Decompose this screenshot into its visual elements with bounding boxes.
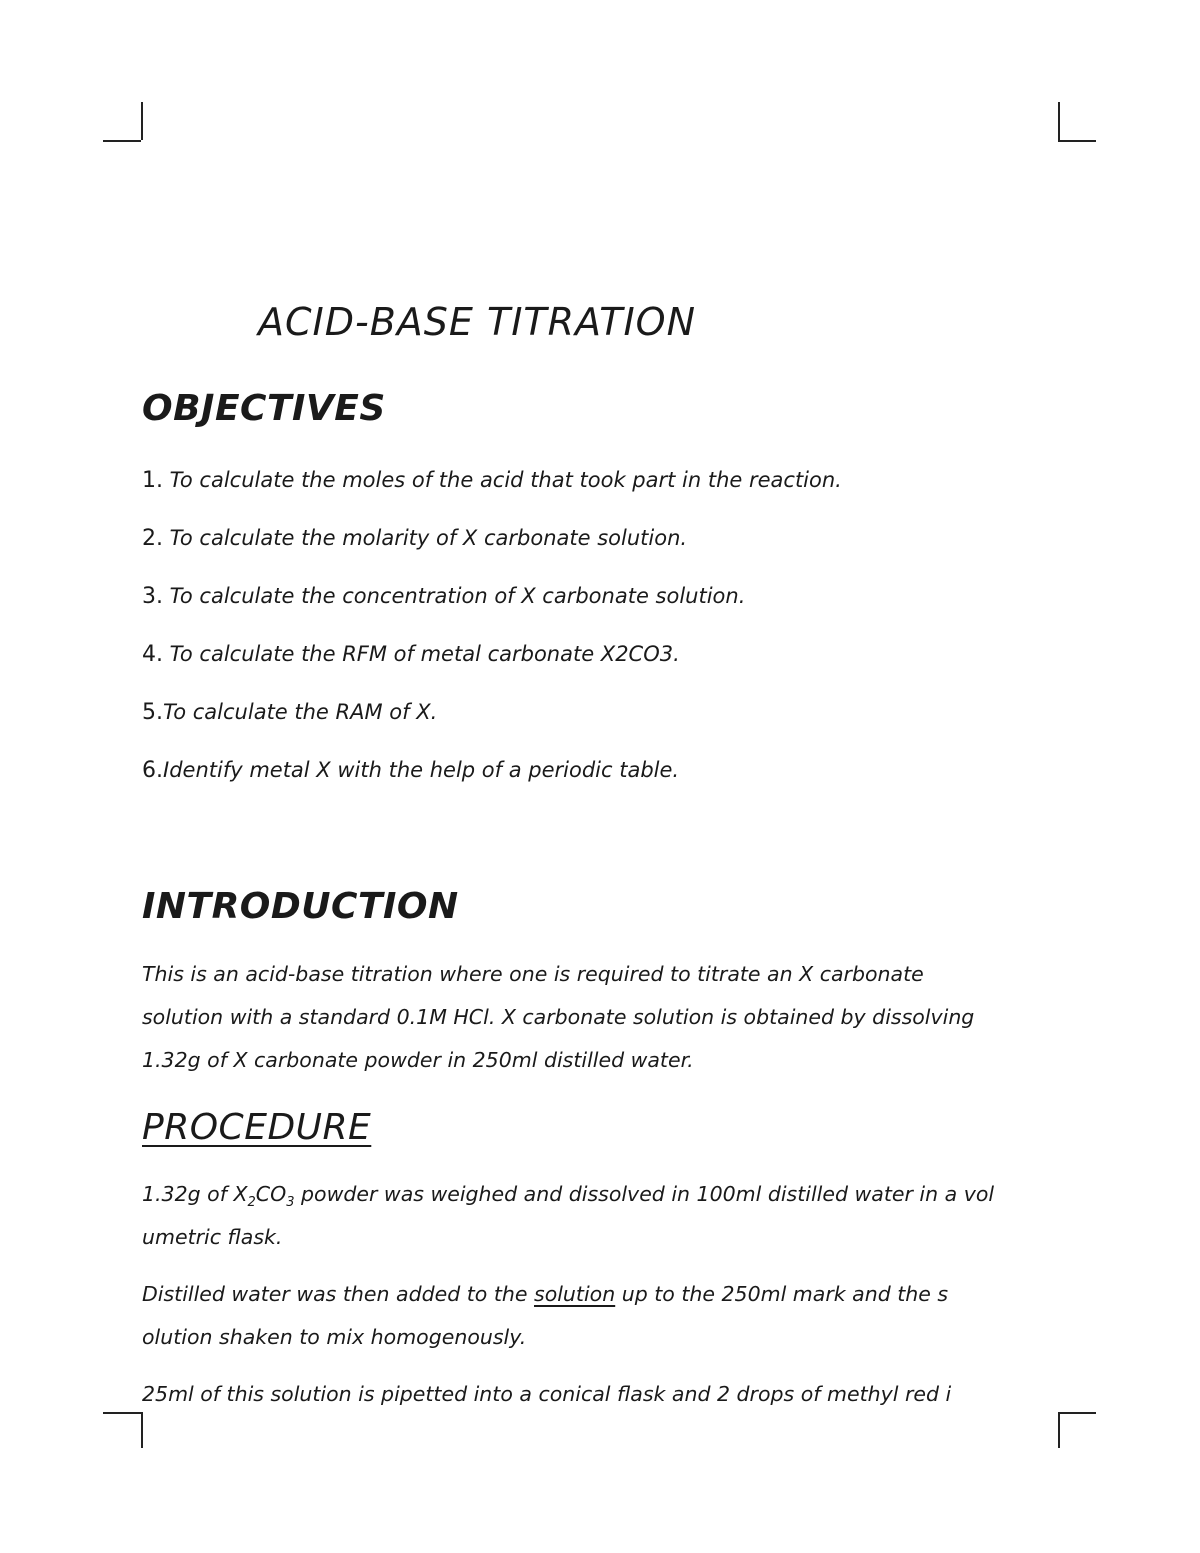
objective-text: To calculate the moles of the acid that took part in the reaction. bbox=[163, 468, 842, 492]
introduction-line: 1.32g of X carbonate powder in 250ml distilled water. bbox=[142, 1048, 694, 1072]
objective-item bbox=[142, 518, 842, 576]
objective-number: 4. bbox=[142, 642, 163, 667]
crop-mark-top-left bbox=[103, 140, 141, 142]
crop-mark-top-right bbox=[1058, 102, 1060, 140]
procedure-text: CO bbox=[255, 1182, 287, 1206]
objective-item bbox=[142, 634, 842, 692]
procedure-text: 1.32g of X bbox=[142, 1182, 248, 1206]
objective-number: 5. bbox=[142, 700, 163, 725]
introduction-line: solution with a standard 0.1M HCl. X carbonate solution is obtained by dissolving bbox=[142, 1005, 975, 1029]
crop-mark-bottom-right bbox=[1058, 1412, 1096, 1414]
objective-item bbox=[142, 750, 842, 808]
subscript: 3 bbox=[286, 1195, 295, 1211]
procedure-line bbox=[142, 1173, 1054, 1216]
crop-mark-bottom-right bbox=[1058, 1412, 1060, 1448]
objective-text: To calculate the RFM of metal carbonate X2CO3. bbox=[163, 642, 680, 666]
objective-text: To calculate the concentration of X carbonate solution. bbox=[163, 584, 746, 608]
procedure-paragraph-1 bbox=[142, 1173, 1054, 1259]
objective-text: To calculate the RAM of X. bbox=[163, 700, 438, 724]
procedure-heading: PROCEDURE bbox=[142, 1107, 372, 1148]
subscript: 2 bbox=[247, 1195, 256, 1211]
objective-text: To calculate the molarity of X carbonate solution. bbox=[163, 526, 688, 550]
procedure-text: Distilled water was then added to the bbox=[142, 1282, 535, 1306]
document-page bbox=[142, 0, 1057, 1553]
objective-number: 2. bbox=[142, 526, 163, 551]
objective-number: 1. bbox=[142, 468, 163, 493]
objective-item bbox=[142, 460, 842, 518]
procedure-paragraph-3 bbox=[142, 1373, 1054, 1416]
objectives-list bbox=[142, 460, 842, 808]
objective-number: 6. bbox=[142, 758, 163, 783]
procedure-line: umetric flask. bbox=[142, 1225, 283, 1249]
document-title: ACID-BASE TITRATION bbox=[258, 300, 697, 344]
objective-item bbox=[142, 692, 842, 750]
procedure-line: olution shaken to mix homogenously. bbox=[142, 1325, 527, 1349]
objective-text: Identify metal X with the help of a periodic table. bbox=[163, 758, 680, 782]
objective-item bbox=[142, 576, 842, 634]
procedure-text: up to the 250ml mark and the s bbox=[615, 1282, 949, 1306]
crop-mark-bottom-left bbox=[103, 1412, 141, 1414]
crop-mark-top-right bbox=[1058, 140, 1096, 142]
introduction-heading: INTRODUCTION bbox=[142, 886, 459, 927]
objectives-heading: OBJECTIVES bbox=[142, 388, 386, 429]
procedure-text: powder was weighed and dissolved in 100ml distilled water in a vol bbox=[294, 1182, 995, 1206]
solution-link[interactable]: solution bbox=[534, 1282, 616, 1306]
procedure-line bbox=[142, 1273, 1054, 1316]
procedure-paragraph-2 bbox=[142, 1273, 1054, 1359]
procedure-line: 25ml of this solution is pipetted into a conical flask and 2 drops of methyl red i bbox=[142, 1382, 952, 1406]
introduction-line: This is an acid-base titration where one is required to titrate an X carbonate bbox=[142, 962, 924, 986]
objective-number: 3. bbox=[142, 584, 163, 609]
introduction-paragraph bbox=[142, 953, 1054, 1082]
